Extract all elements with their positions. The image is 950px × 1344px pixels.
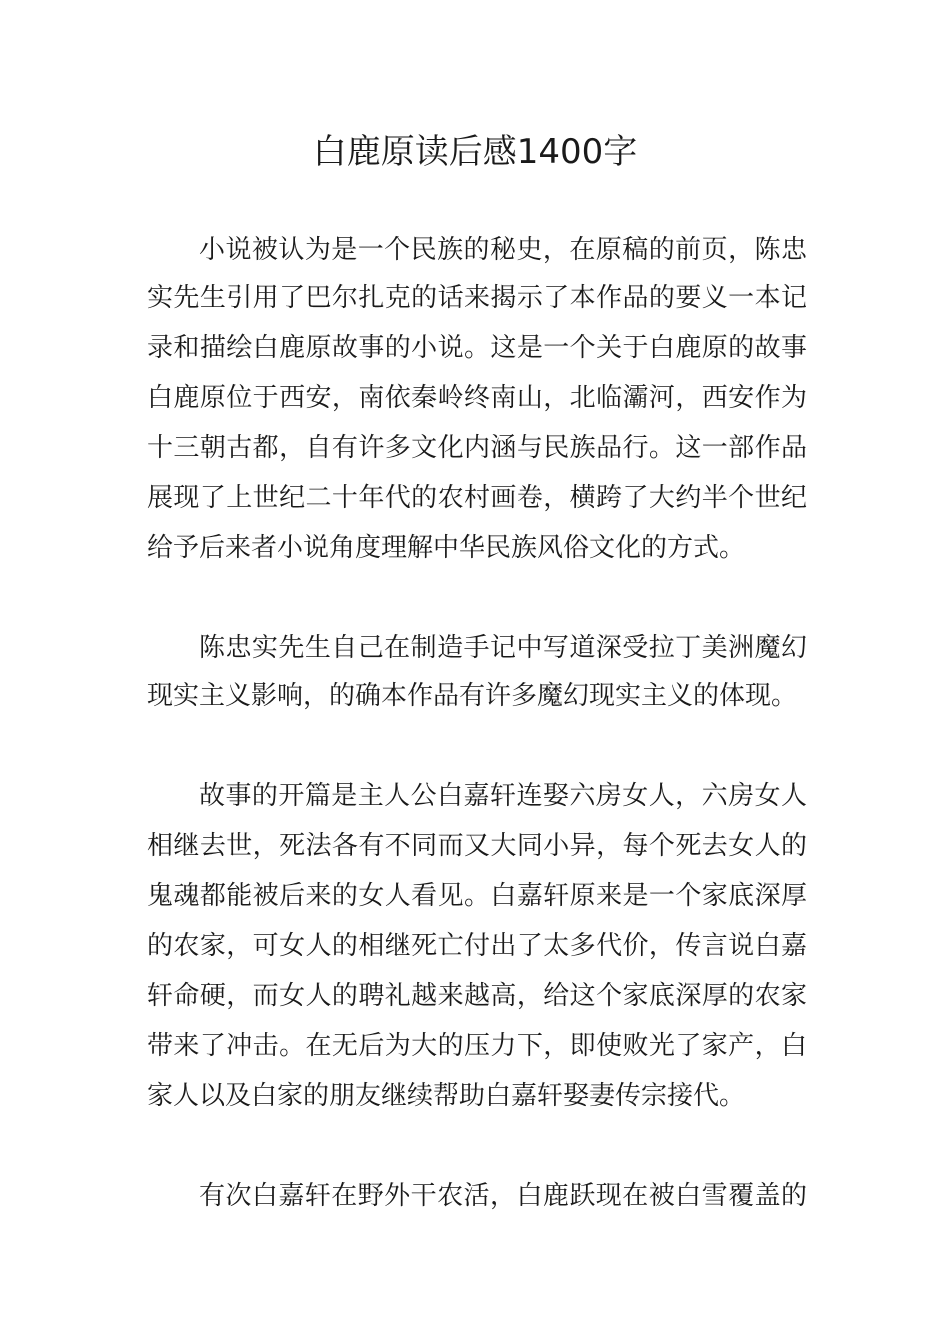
document-title: 白鹿原读后感1400字 <box>312 132 638 172</box>
paragraph-line: 鬼魂都能被后来的女人看见。白嘉轩原来是一个家底深厚 <box>147 881 807 911</box>
paragraph-line: 实先生引用了巴尔扎克的话来揭示了本作品的要义一本记 <box>147 283 807 313</box>
paragraph-line: 录和描绘白鹿原故事的小说。这是一个关于白鹿原的故事 <box>147 333 807 363</box>
paragraph-line: 陈忠实先生自己在制造手记中写道深受拉丁美洲魔幻 <box>199 633 807 663</box>
paragraph-line: 展现了上世纪二十年代的农村画卷，横跨了大约半个世纪 <box>147 483 807 513</box>
paragraph-line: 轩命硬，而女人的聘礼越来越高，给这个家底深厚的农家 <box>147 981 807 1011</box>
paragraph-line: 相继去世，死法各有不同而又大同小异，每个死去女人的 <box>147 831 807 861</box>
paragraph-line: 现实主义影响，的确本作品有许多魔幻现实主义的体现。 <box>147 681 798 711</box>
paragraph-line: 小说被认为是一个民族的秘史，在原稿的前页，陈忠 <box>199 235 807 265</box>
paragraph-line: 有次白嘉轩在野外干农活，白鹿跃现在被白雪覆盖的 <box>199 1181 807 1211</box>
paragraph-line: 家人以及白家的朋友继续帮助白嘉轩娶妻传宗接代。 <box>147 1081 746 1111</box>
paragraph-line: 十三朝古都，自有许多文化内涵与民族品行。这一部作品 <box>147 433 807 463</box>
paragraph-line: 白鹿原位于西安，南依秦岭终南山，北临灞河，西安作为 <box>147 383 807 413</box>
paragraph-line: 给予后来者小说角度理解中华民族风俗文化的方式。 <box>147 533 746 563</box>
paragraph-line: 故事的开篇是主人公白嘉轩连娶六房女人，六房女人 <box>199 781 807 811</box>
paragraph-line: 的农家，可女人的相继死亡付出了太多代价，传言说白嘉 <box>147 931 807 961</box>
paragraph-line: 带来了冲击。在无后为大的压力下，即使败光了家产，白 <box>147 1031 807 1061</box>
